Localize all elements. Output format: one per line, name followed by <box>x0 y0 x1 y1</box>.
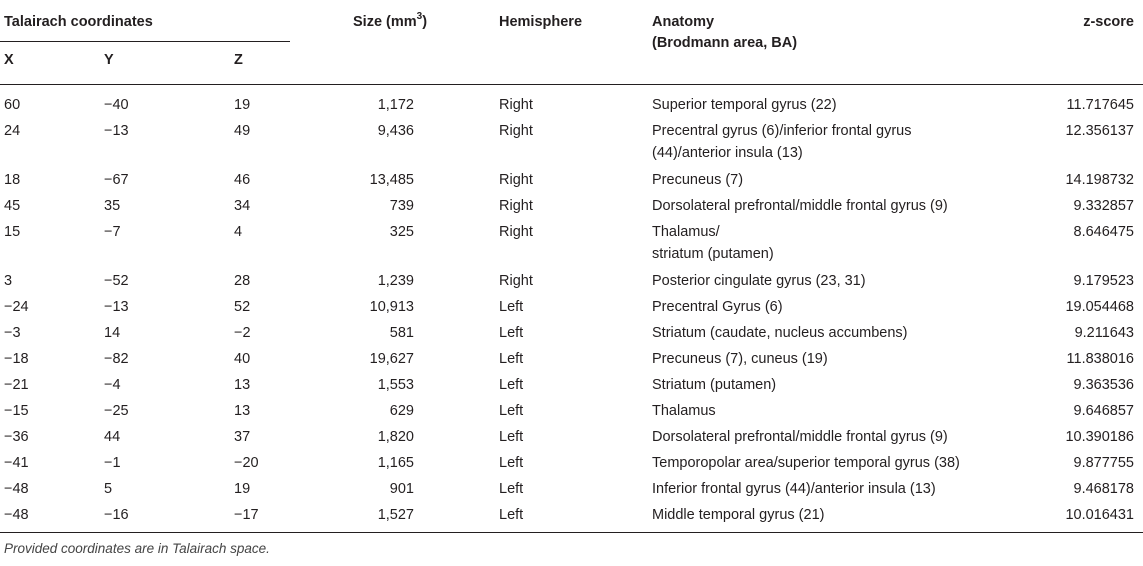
anatomy-line: Dorsolateral prefrontal/middle frontal gyrus (9) <box>652 429 948 445</box>
table-bottom-rule <box>0 532 1143 533</box>
y-cell: −13 <box>104 123 129 139</box>
size-cell: 1,527 <box>377 507 414 523</box>
hemisphere-cell: Left <box>499 403 524 419</box>
z-cell: 13 <box>234 403 251 419</box>
x-cell: 24 <box>4 123 21 139</box>
x-cell: 3 <box>4 273 13 289</box>
size-cell: 13,485 <box>369 172 414 188</box>
y-cell: −25 <box>104 403 129 419</box>
hemisphere-header: Hemisphere <box>499 14 583 30</box>
size-cell: 1,165 <box>377 455 414 471</box>
hemisphere-cell: Left <box>499 429 524 445</box>
z-cell: 40 <box>234 351 251 367</box>
talairach-underline <box>0 41 290 42</box>
anatomy-line: Precuneus (7), cuneus (19) <box>652 351 828 367</box>
anatomy-cell <box>652 120 912 164</box>
hemisphere-cell: Left <box>499 507 524 523</box>
x-cell: −15 <box>4 403 29 419</box>
anatomy-line: Dorsolateral prefrontal/middle frontal gyrus (9) <box>652 198 948 214</box>
anatomy-cell <box>652 348 828 370</box>
y-cell: −4 <box>104 377 121 393</box>
zscore-cell: 11.838016 <box>1066 351 1134 367</box>
anatomy-cell <box>652 374 776 396</box>
x-cell: −3 <box>4 325 21 341</box>
size-cell: 10,913 <box>369 299 414 315</box>
y-cell: −7 <box>104 224 121 240</box>
anatomy-cell <box>652 452 960 474</box>
header-bottom-rule <box>0 84 1143 85</box>
x-cell: −18 <box>4 351 29 367</box>
z-cell: 13 <box>234 377 251 393</box>
y-cell: −16 <box>104 507 129 523</box>
y-cell: −52 <box>104 273 129 289</box>
zscore-cell: 11.717645 <box>1066 97 1134 113</box>
x-cell: −36 <box>4 429 29 445</box>
table-footnote: Provided coordinates are in Talairach space. <box>4 541 270 556</box>
hemisphere-cell: Right <box>499 97 533 113</box>
z-cell: 19 <box>234 97 251 113</box>
anatomy-header: Anatomy (Brodmann area, BA) <box>652 14 798 51</box>
x-cell: −21 <box>4 377 29 393</box>
y-cell: −67 <box>104 172 129 188</box>
size-header: Size $(mm^3)$ <box>353 11 428 30</box>
z-cell: −2 <box>234 325 251 341</box>
y-cell: 14 <box>104 325 121 341</box>
hemisphere-cell: Left <box>499 351 524 367</box>
anatomy-line: Striatum (putamen) <box>652 377 777 393</box>
size-cell: 1,820 <box>377 429 414 445</box>
anatomy-line: Superior temporal gyrus (22) <box>652 97 837 113</box>
hemisphere-cell: Right <box>499 224 533 240</box>
anatomy-line: Thalamus <box>652 403 716 419</box>
z-cell: 19 <box>234 481 251 497</box>
zscore-cell: 9.646857 <box>1073 403 1134 419</box>
y-cell: 44 <box>104 429 121 445</box>
size-cell: 19,627 <box>369 351 414 367</box>
y-cell: 35 <box>104 198 121 214</box>
y-cell: −82 <box>104 351 129 367</box>
x-cell: −48 <box>4 481 29 497</box>
y-cell: −13 <box>104 299 129 315</box>
size-cell: 1,553 <box>377 377 414 393</box>
z-cell: 46 <box>234 172 251 188</box>
size-cell: 1,172 <box>377 97 414 113</box>
size-cell: 9,436 <box>377 123 414 139</box>
y-cell: 5 <box>104 481 113 497</box>
anatomy-cell <box>652 478 936 500</box>
anatomy-cell <box>652 426 948 448</box>
anatomy-line: striatum (putamen) <box>652 246 774 262</box>
hemisphere-cell: Left <box>499 299 524 315</box>
hemisphere-cell: Left <box>499 325 524 341</box>
anatomy-line: Thalamus/ <box>652 224 720 240</box>
anatomy-cell <box>652 270 866 292</box>
x-cell: −41 <box>4 455 29 471</box>
anatomy-line: (44)/anterior insula (13) <box>652 145 803 161</box>
size-cell: 901 <box>389 481 414 497</box>
zscore-cell: 9.363536 <box>1073 377 1134 393</box>
anatomy-cell <box>652 322 908 344</box>
x-cell: −48 <box>4 507 29 523</box>
anatomy-line: Precentral Gyrus (6) <box>652 299 783 315</box>
x-cell: 18 <box>4 172 21 188</box>
talairach-header: Talairach coordinates <box>4 14 153 30</box>
anatomy-cell <box>652 221 774 265</box>
y-cell: −40 <box>104 97 129 113</box>
anatomy-line: Temporopolar area/superior temporal gyrus (38) <box>652 455 960 471</box>
anatomy-line: Inferior frontal gyrus (44)/anterior insula (13) <box>652 481 936 497</box>
size-cell: 581 <box>389 325 414 341</box>
size-cell: 739 <box>389 198 414 214</box>
hemisphere-cell: Left <box>499 377 524 393</box>
zscore-cell: 8.646475 <box>1073 224 1134 240</box>
anatomy-line: Posterior cingulate gyrus (23, 31) <box>652 273 866 289</box>
y-cell: −1 <box>104 455 121 471</box>
zscore-cell: 14.198732 <box>1065 172 1134 188</box>
z-cell: 49 <box>234 123 251 139</box>
zscore-cell: 9.179523 <box>1073 273 1134 289</box>
hemisphere-cell: Right <box>499 198 533 214</box>
zscore-header: z-score <box>1083 14 1134 30</box>
hemisphere-cell: Left <box>499 481 524 497</box>
x-cell: −24 <box>4 299 29 315</box>
anatomy-cell <box>652 94 837 116</box>
anatomy-line: Striatum (caudate, nucleus accumbens) <box>652 325 908 341</box>
z-cell: 52 <box>234 299 251 315</box>
hemisphere-cell: Left <box>499 455 524 471</box>
z-header: Z <box>234 52 243 68</box>
zscore-cell: 9.211643 <box>1074 325 1134 341</box>
x-cell: 60 <box>4 97 21 113</box>
z-cell: −17 <box>234 507 259 523</box>
size-cell: 325 <box>389 224 414 240</box>
size-cell: 629 <box>389 403 414 419</box>
zscore-cell: 12.356137 <box>1065 123 1134 139</box>
hemisphere-cell: Right <box>499 273 533 289</box>
zscore-cell: 9.468178 <box>1073 481 1134 497</box>
z-cell: 28 <box>234 273 251 289</box>
anatomy-line: Precuneus (7) <box>652 172 744 188</box>
anatomy-line: Middle temporal gyrus (21) <box>652 507 825 523</box>
y-header: Y <box>104 52 114 68</box>
anatomy-cell <box>652 296 783 318</box>
zscore-cell: 19.054468 <box>1065 299 1134 315</box>
zscore-cell: 9.332857 <box>1073 198 1134 214</box>
z-cell: −20 <box>234 455 259 471</box>
anatomy-cell <box>652 504 824 526</box>
anatomy-cell <box>652 195 948 217</box>
x-cell: 45 <box>4 198 21 214</box>
z-cell: 4 <box>234 224 243 240</box>
size-cell: 1,239 <box>377 273 414 289</box>
x-header: X <box>4 52 14 68</box>
zscore-cell: 10.390186 <box>1065 429 1134 445</box>
z-cell: 37 <box>234 429 251 445</box>
zscore-cell: 9.877755 <box>1073 455 1134 471</box>
anatomy-line: Precentral gyrus (6)/inferior frontal gyrus <box>652 123 912 139</box>
hemisphere-cell: Right <box>499 123 533 139</box>
x-cell: 15 <box>4 224 21 240</box>
z-cell: 34 <box>234 198 251 214</box>
hemisphere-cell: Right <box>499 172 533 188</box>
anatomy-cell <box>652 400 716 422</box>
anatomy-cell <box>652 169 743 191</box>
zscore-cell: 10.016431 <box>1065 507 1134 523</box>
